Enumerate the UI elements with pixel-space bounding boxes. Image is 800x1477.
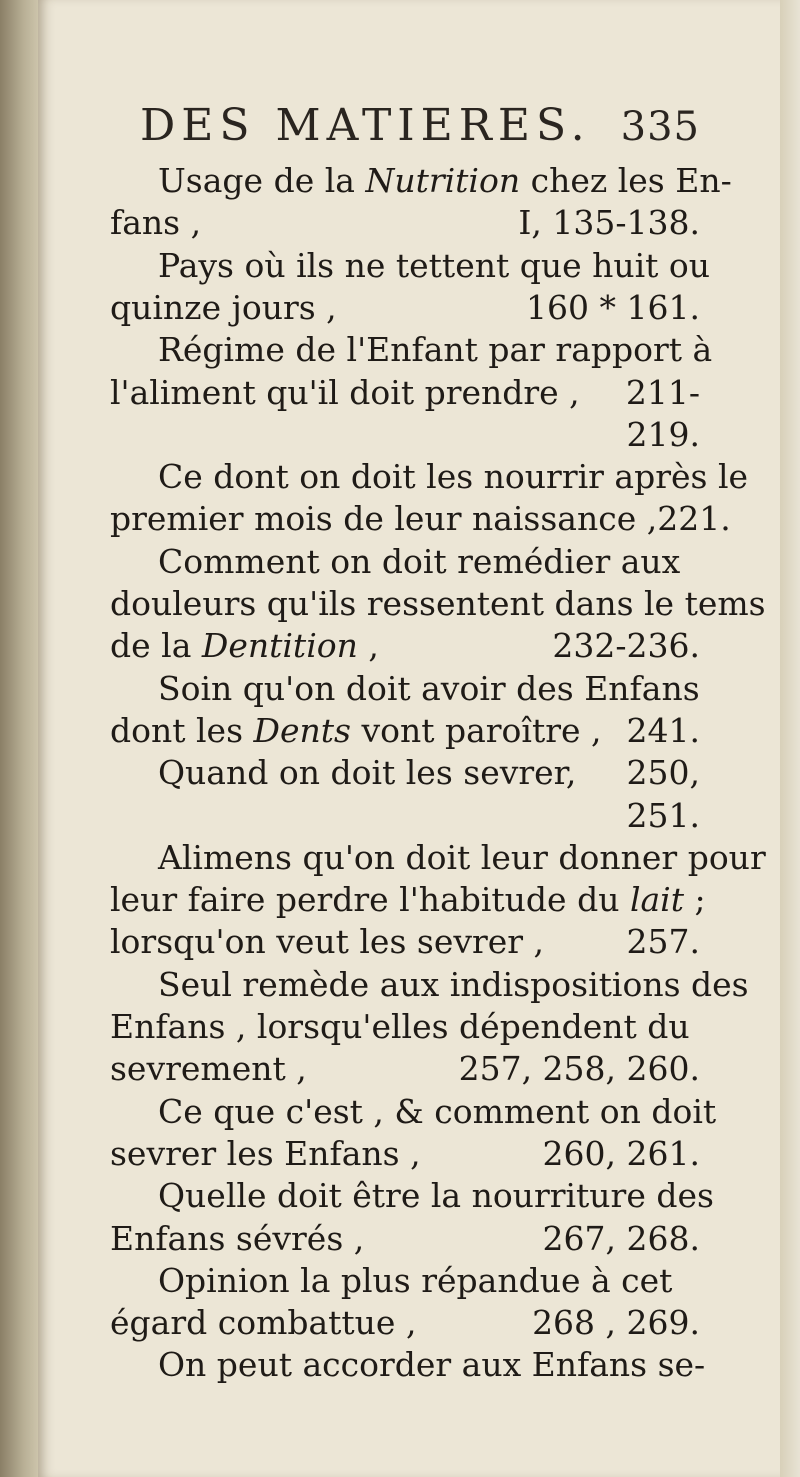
entry-text: quinze jours ,	[110, 287, 337, 327]
italic-term: Dents	[253, 710, 351, 750]
page-reference: 211-	[625, 372, 700, 412]
text-run: Ce dont on doit les nourrir après le	[158, 457, 749, 497]
book-gutter	[0, 0, 40, 1477]
text-run: Seul remède aux indispositions des	[158, 964, 749, 1004]
entry-text: égard combattue ,	[110, 1303, 417, 1343]
index-line	[110, 795, 700, 836]
index-line	[110, 625, 700, 666]
text-run: Soin qu'on doit avoir des Enfans	[158, 668, 700, 708]
entry-text: fans ,	[110, 203, 202, 243]
text-run: On peut accorder aux Enfans se-	[158, 1345, 706, 1385]
page-reference: 219.	[626, 414, 700, 454]
text-run: Opinion la plus répandue à cet	[158, 1260, 673, 1300]
italic-term: lait	[629, 880, 684, 920]
index-line	[110, 1302, 700, 1343]
text-run: dont les	[110, 710, 254, 750]
page-reference: 268 , 269.	[532, 1303, 700, 1343]
entry-text: Quand on doit les sevrer,	[158, 753, 577, 793]
page-edge	[780, 0, 800, 1477]
text-run: Ce que c'est , & comment on doit	[158, 1091, 717, 1131]
entry-text: l'aliment qu'il doit prendre ,	[110, 372, 580, 412]
index-line	[110, 372, 700, 413]
index-line	[110, 160, 732, 201]
index-line	[110, 1133, 700, 1174]
index-line	[110, 668, 700, 709]
running-header	[140, 100, 700, 151]
index-line	[110, 1260, 700, 1301]
index-line	[110, 287, 700, 328]
text-run: douleurs qu'ils ressentent dans le tems	[110, 584, 766, 623]
page-number: 335	[620, 104, 700, 150]
index-line	[110, 837, 766, 878]
text-run: Quelle doit être la nourriture des	[158, 1176, 714, 1216]
index-line	[110, 1175, 714, 1216]
entry-text: sevrement ,	[110, 1049, 307, 1089]
italic-term: Dentition	[201, 626, 358, 666]
text-run: Comment on doit remédier aux	[158, 541, 681, 581]
index-line	[110, 1048, 700, 1089]
index-line	[110, 498, 731, 539]
text-run: Usage de la	[158, 161, 366, 200]
entry-text: Enfans sévrés ,	[110, 1218, 365, 1258]
text-run: Pays où ils ne tettent que huit ou	[158, 245, 711, 285]
index-line	[110, 921, 700, 962]
page-reference: 257.	[626, 922, 700, 962]
text-run: vont paroître ,	[350, 710, 602, 750]
entry-text	[110, 625, 379, 666]
entry-text: lorsqu'on veut les sevrer ,	[110, 922, 545, 962]
page-reference: 257, 258, 260.	[458, 1049, 700, 1089]
page-reference: 221.	[657, 499, 731, 539]
index-line	[110, 1091, 717, 1132]
index-line	[110, 414, 700, 455]
index-line	[110, 964, 749, 1005]
text-run: Alimens qu'on doit leur donner pour	[158, 837, 766, 877]
page-reference: 267, 268.	[542, 1218, 700, 1258]
index-line	[110, 879, 706, 920]
entry-text	[110, 710, 602, 751]
page-reference: 160 * 161.	[526, 287, 700, 327]
page-reference: 251.	[626, 795, 700, 835]
index-line	[110, 202, 700, 243]
page-reference: 260, 261.	[542, 1133, 700, 1173]
index-line	[110, 1006, 700, 1047]
italic-term: Nutrition	[365, 161, 521, 200]
text-run: de la	[110, 626, 202, 666]
index-line	[110, 245, 711, 286]
text-run: Régime de l'Enfant par rapport à	[158, 330, 713, 370]
text-run: ,	[357, 626, 379, 666]
entry-text: premier mois de leur naissance ,	[110, 499, 658, 539]
page-reference: 241.	[626, 710, 700, 750]
text-run: chez les En-	[520, 161, 732, 200]
running-title: DES MATIERES.	[140, 100, 591, 151]
index-line	[110, 710, 700, 751]
index-line	[110, 752, 700, 793]
index-line	[110, 1344, 706, 1385]
text-run: Enfans , lorsqu'elles dépendent du	[110, 1007, 690, 1046]
index-line	[110, 1218, 700, 1259]
page-reference: 232-236.	[552, 626, 700, 666]
entry-text: sevrer les Enfans ,	[110, 1133, 421, 1173]
page-reference: 250,	[626, 753, 700, 793]
index-line	[110, 456, 749, 497]
index-line	[110, 541, 700, 582]
text-run: ;	[684, 880, 706, 920]
index-line	[110, 329, 713, 370]
index-line	[110, 583, 766, 624]
text-run: leur faire perdre l'habitude du	[110, 880, 630, 920]
page-reference: I, 135-138.	[518, 203, 700, 243]
